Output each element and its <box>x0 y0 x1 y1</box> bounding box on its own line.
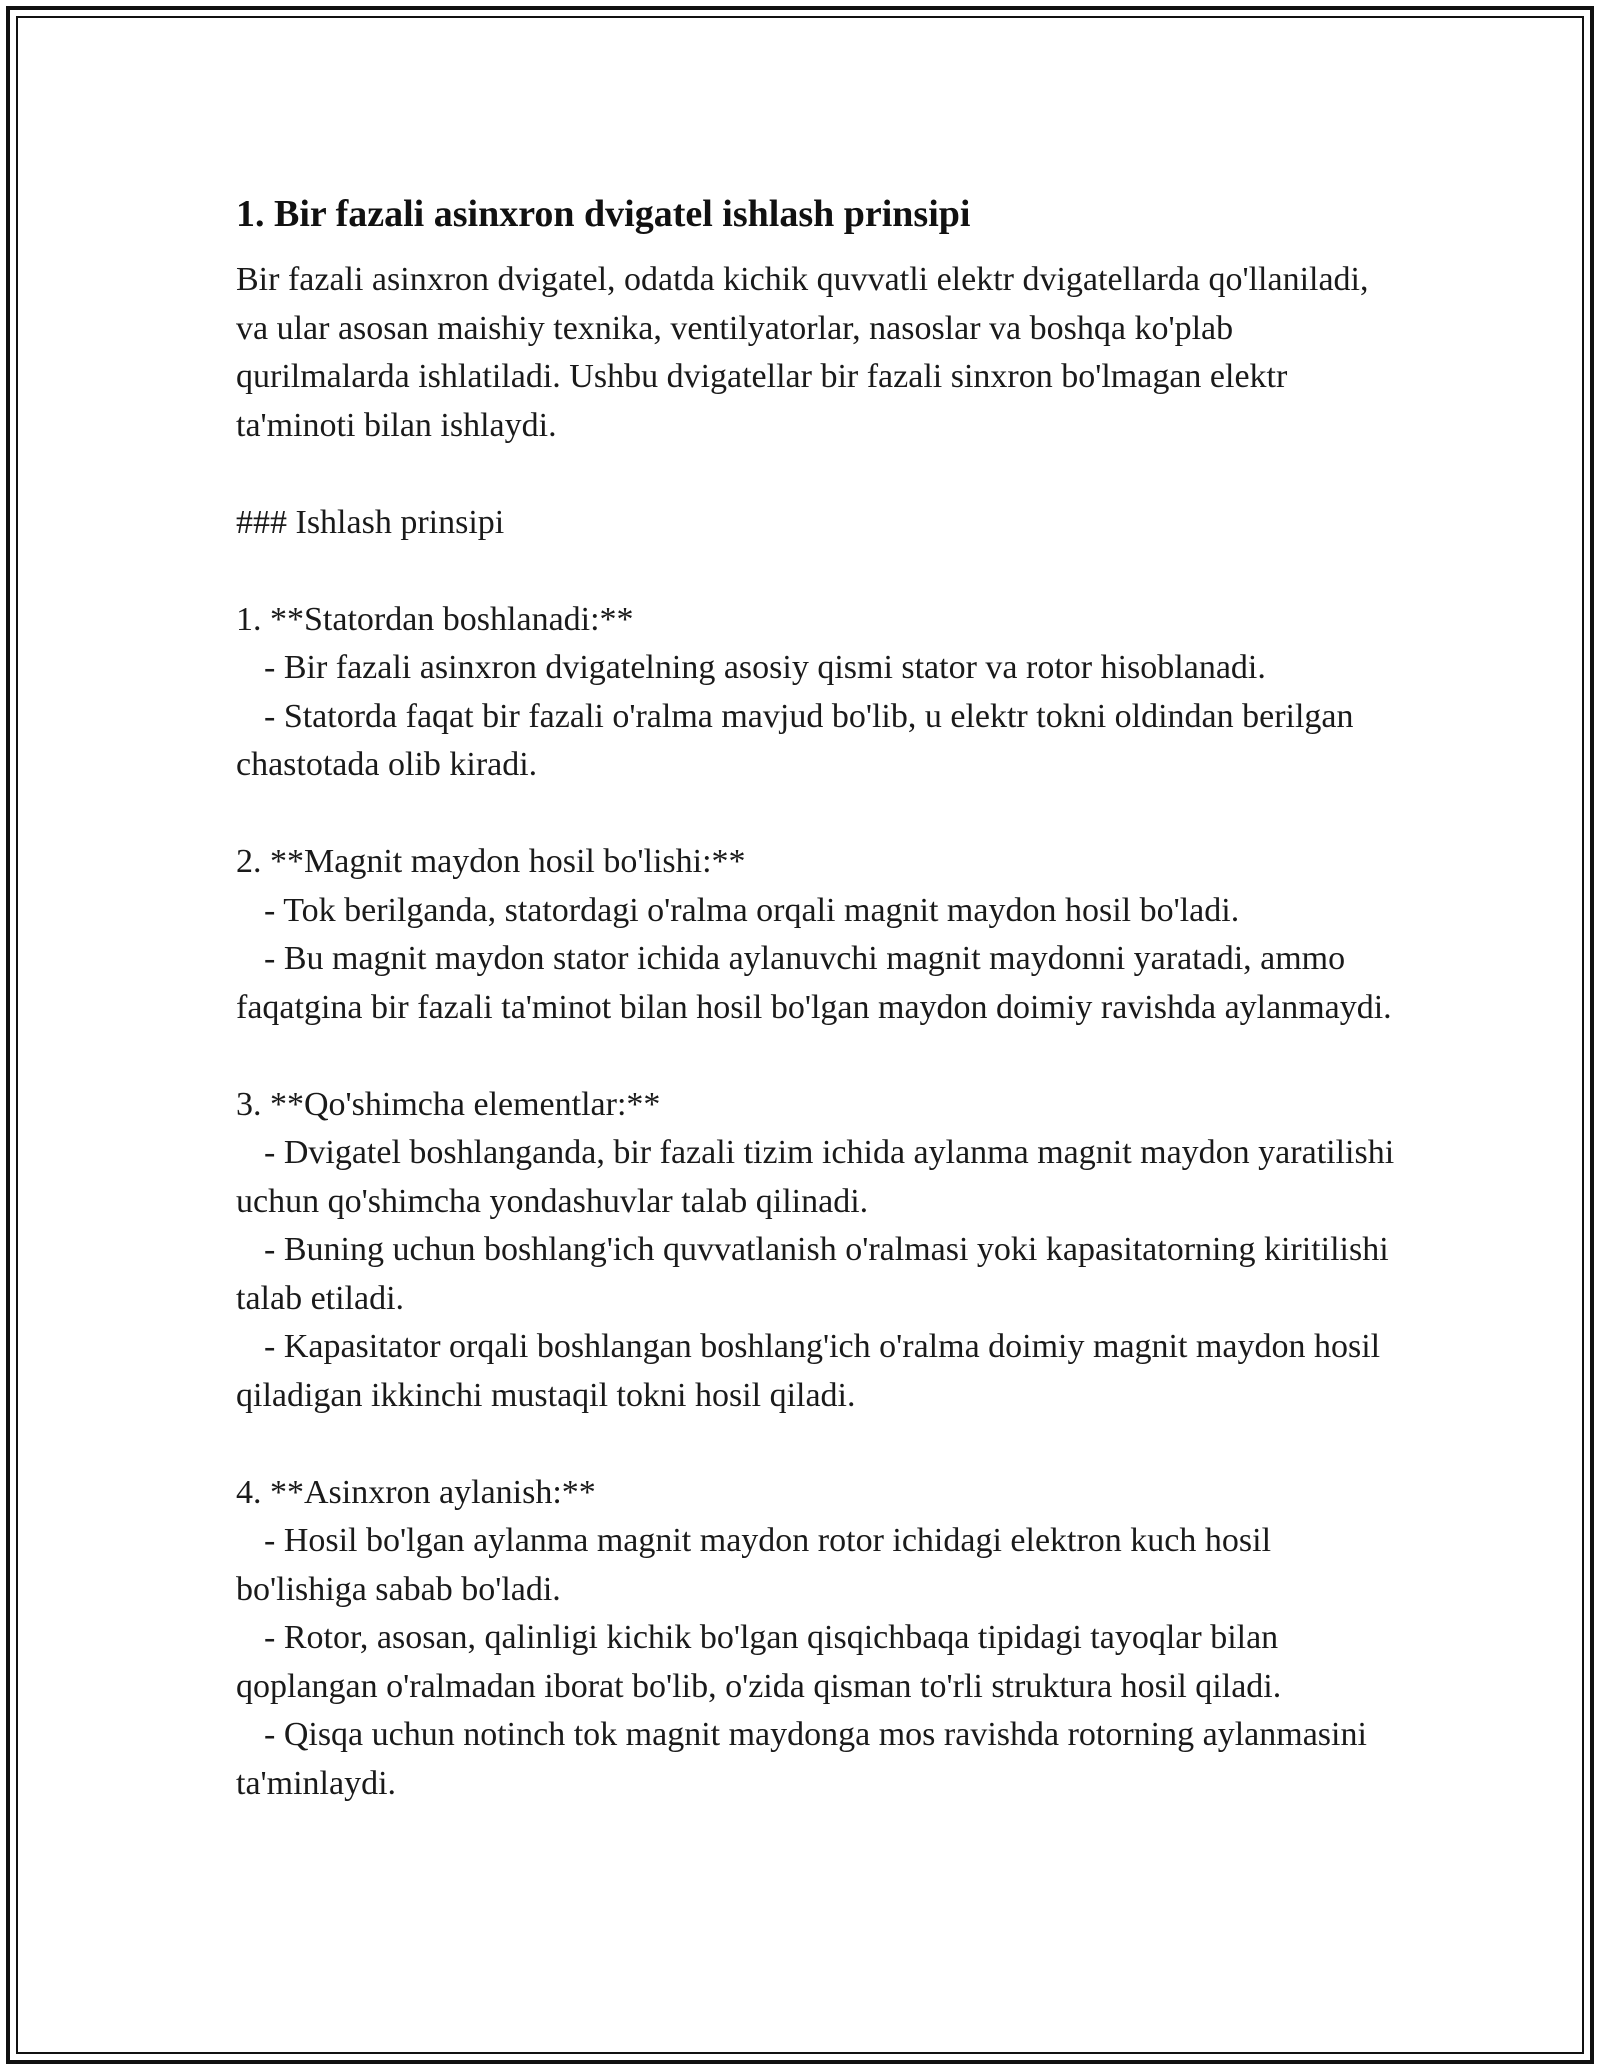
bullet-text: - Bu magnit maydon stator ichida aylanuvchi magnit maydonni yaratadi, ammo faqatgina bir fazali ta'minot bilan hosil bo'lgan maydon doimiy ravishda aylanmaydi. <box>236 940 1392 1026</box>
section-heading: 2. **Magnit maydon hosil bo'lishi:** <box>236 843 746 880</box>
bullet-item <box>236 1517 1396 1614</box>
spacer <box>236 450 1396 499</box>
section-1 <box>236 596 1396 790</box>
bullet-item <box>236 1226 1396 1323</box>
intro-paragraph: Bir fazali asinxron dvigatel, odatda kichik quvvatli elektr dvigatellarda qo'llaniladi, va ular asosan maishiy texnika, ventilyatorlar, nasoslar va boshqa ko'plab qurilmalarda ishlatiladi. Ushbu dvigatellar bir fazali sinxron bo'lmagan elektr ta'minoti bilan ishlaydi. <box>236 261 1377 444</box>
bullet-item <box>236 693 1396 790</box>
bullet-item <box>236 1711 1396 1808</box>
bullet-text: - Hosil bo'lgan aylanma magnit maydon rotor ichidagi elektron kuch hosil bo'lishiga sabab bo'ladi. <box>236 1522 1272 1608</box>
bullet-item <box>236 1129 1396 1226</box>
bullet-text: - Dvigatel boshlanganda, bir fazali tizim ichida aylanma magnit maydon yaratilishi uchun qo'shimcha yondashuvlar talab qilinadi. <box>236 1134 1395 1220</box>
bullet-item <box>236 887 1396 936</box>
bullet-text: - Kapasitator orqali boshlangan boshlang'ich o'ralma doimiy magnit maydon hosil qiladigan ikkinchi mustaqil tokni hosil qiladi. <box>236 1328 1381 1414</box>
section-3 <box>236 1081 1396 1421</box>
document-body <box>236 188 1396 1808</box>
bullet-text: - Rotor, asosan, qalinligi kichik bo'lgan qisqichbaqa tipidagi tayoqlar bilan qoplangan o'ralmadan iborat bo'lib, o'zida qisman to'rli struktura hosil qiladi. <box>236 1619 1282 1705</box>
bullet-text: - Statorda faqat bir fazali o'ralma mavjud bo'lib, u elektr tokni oldindan berilgan chastotada olib kiradi. <box>236 697 1354 783</box>
bullet-item <box>236 644 1396 693</box>
bullet-text: - Qisqa uchun notinch tok magnit maydonga mos ravishda rotorning aylanmasini ta'minlaydi. <box>236 1716 1367 1802</box>
spacer <box>236 790 1396 839</box>
spacer <box>236 547 1396 596</box>
section-heading: 1. **Statordan boshlanadi:** <box>236 600 634 638</box>
spacer <box>236 1420 1396 1469</box>
section-heading: 4. **Asinxron aylanish:** <box>236 1473 596 1511</box>
document-title: 1. Bir fazali asinxron dvigatel ishlash prinsipi <box>236 193 971 235</box>
bullet-item <box>236 1614 1396 1711</box>
section-4 <box>236 1469 1396 1809</box>
section-2 <box>236 838 1396 1032</box>
spacer <box>236 1032 1396 1081</box>
bullet-item <box>236 1323 1396 1420</box>
bullet-item <box>236 935 1396 1032</box>
bullet-text: - Buning uchun boshlang'ich quvvatlanish o'ralmasi yoki kapasitatorning kiritilishi talab etiladi. <box>236 1231 1389 1317</box>
bullet-text: - Tok berilganda, statordagi o'ralma orqali magnit maydon hosil bo'ladi. <box>264 891 1240 929</box>
subheading: ### Ishlash prinsipi <box>236 503 505 541</box>
section-heading: 3. **Qo'shimcha elementlar:** <box>236 1085 661 1123</box>
bullet-text: - Bir fazali asinxron dvigatelning asosiy qismi stator va rotor hisoblanadi. <box>264 649 1266 686</box>
